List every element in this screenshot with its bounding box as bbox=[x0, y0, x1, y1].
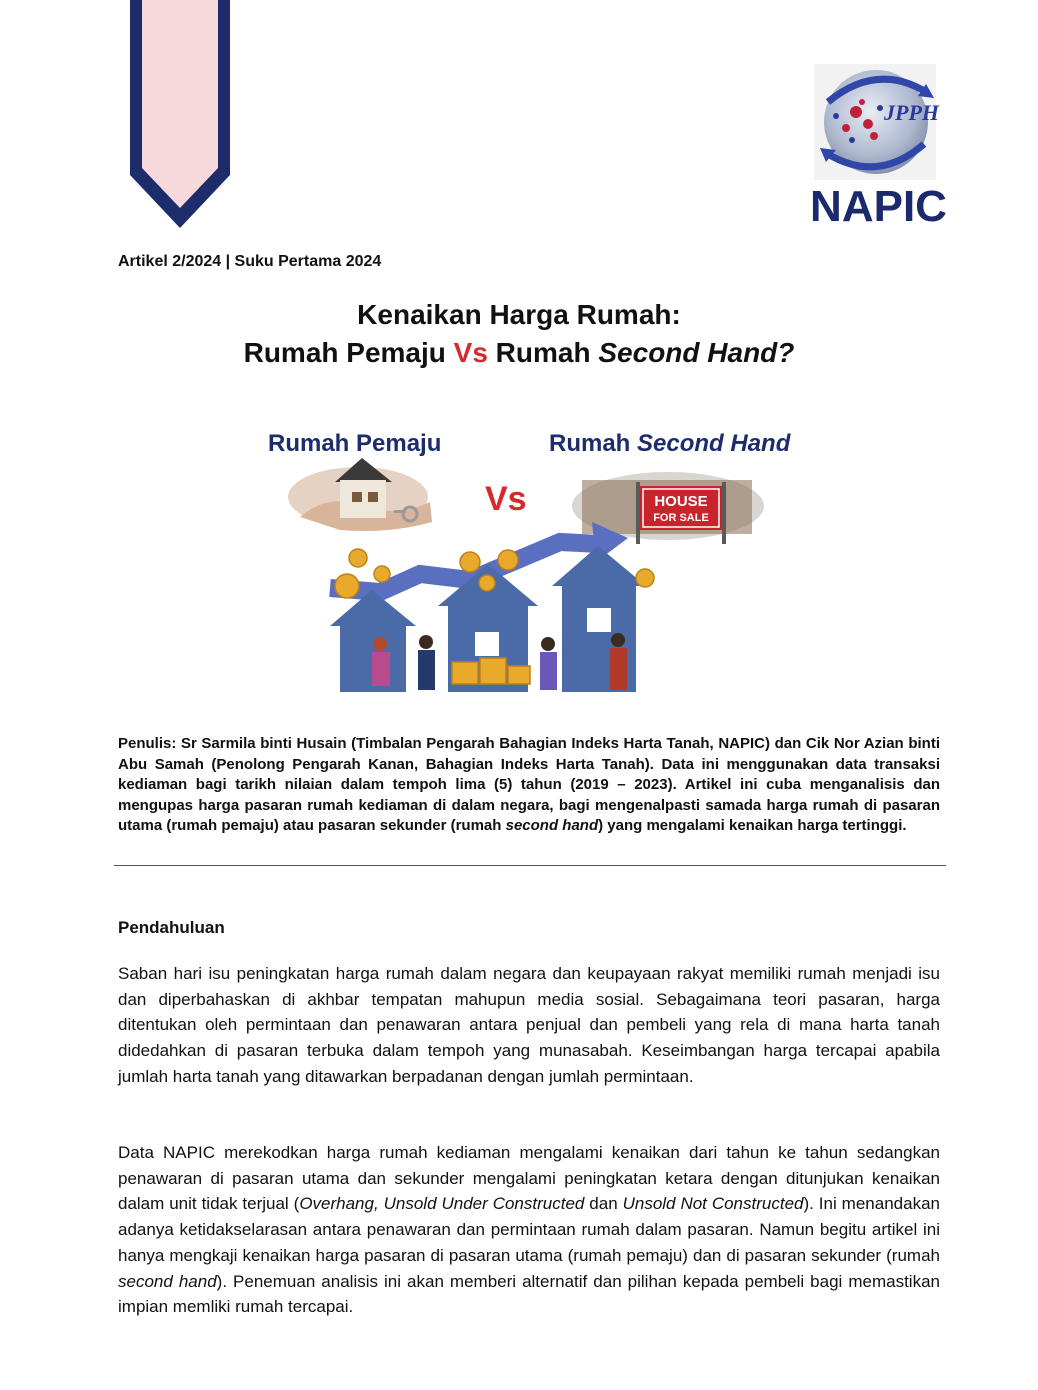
title-vs: Vs bbox=[453, 337, 488, 368]
globe-icon bbox=[806, 62, 951, 182]
title-italic: Second Hand? bbox=[598, 337, 795, 368]
label-rumah-pemaju: Rumah Pemaju bbox=[268, 430, 442, 457]
divider bbox=[114, 865, 946, 866]
illustration-vs: Vs bbox=[485, 480, 527, 518]
title-line-1: Kenaikan Harga Rumah: bbox=[357, 299, 681, 330]
title-line-2 bbox=[0, 334, 1038, 372]
bookmark-ribbon bbox=[120, 0, 240, 240]
comparison-illustration bbox=[0, 422, 1038, 707]
article-meta: Artikel 2/2024 | Suku Pertama 2024 bbox=[118, 253, 382, 270]
logo-emblem-text: JPPH bbox=[884, 100, 939, 125]
label-rumah-second-hand: Rumah Second Hand bbox=[549, 430, 791, 457]
page-title bbox=[0, 296, 1038, 372]
paragraph-2: Data NAPIC merekodkan harga rumah kediaman mengalami kenaikan dari tahun ke tahun sedangkan penawaran di pasaran utama dan sekunder mengalami peningkatan ketara dengan ditunjukan kenaikan dalam unit tidak terjual (Overhang, Unsold Under Constructed dan Unsold Not Constructed). Ini menandakan adanya ketidakselarasan antara penawaran dan permintaan rumah dalam pasaran. Namun begitu artikel ini hanya mengkaji kenaikan harga pasaran di pasaran utama (rumah pemaju) dan di pasaran sekunder (rumah second hand). Penemuan analisis ini akan memberi alternatif dan pilihan kepada pembeli bagi memastikan impian memliki rumah tercapai. bbox=[118, 1143, 940, 1317]
title-part-1: Rumah Pemaju bbox=[243, 337, 454, 368]
logo-wordmark: NAPIC bbox=[810, 182, 947, 231]
sign-line-2: FOR SALE bbox=[653, 512, 709, 524]
house-key-hands-image bbox=[288, 458, 432, 531]
paragraph-1: Saban hari isu peningkatan harga rumah dalam negara dan keupayaan rakyat memiliki rumah menjadi isu dan diperbahaskan di akhbar tempatan mahupun media sosial. Sebagaimana teori pasaran, harga ditentukan oleh permintaan dan penawaran antara penjual dan pembeli yang rela di mana harta tanah didedahkan di pasaran terbuka dalam tempoh yang munasabah. Keseimbangan harga tercapai apabila jumlah harta tanah yang ditawarkan berpadanan dengan jumlah permintaan. bbox=[118, 964, 940, 1086]
napic-logo bbox=[806, 62, 951, 231]
title-part-2: Rumah bbox=[487, 337, 599, 368]
houses-graphic bbox=[0, 422, 1038, 707]
section-heading: Pendahuluan bbox=[118, 918, 225, 937]
author-summary: Penulis: Sr Sarmila binti Husain (Timbalan Pengarah Bahagian Indeks Harta Tanah, NAPIC) dan Cik Nor Azian binti Abu Samah (Penolong Pengarah Kanan, Bahagian Indeks Harta Tanah). Data ini menggunakan data transaksi kediaman bagi tarikh nilaian dalam tempoh lima (5) tahun (2019 – 2023). Artikel ini cuba menganalisis dan mengupas harga pasaran rumah kediaman di dalam negara, bagi mengenalpasti samada harga rumah di pasaran utama (rumah pemaju) atau pasaran sekunder (rumah second hand) yang mengalami kenaikan harga tertinggi. bbox=[118, 735, 940, 834]
sign-line-1: HOUSE bbox=[654, 493, 708, 510]
